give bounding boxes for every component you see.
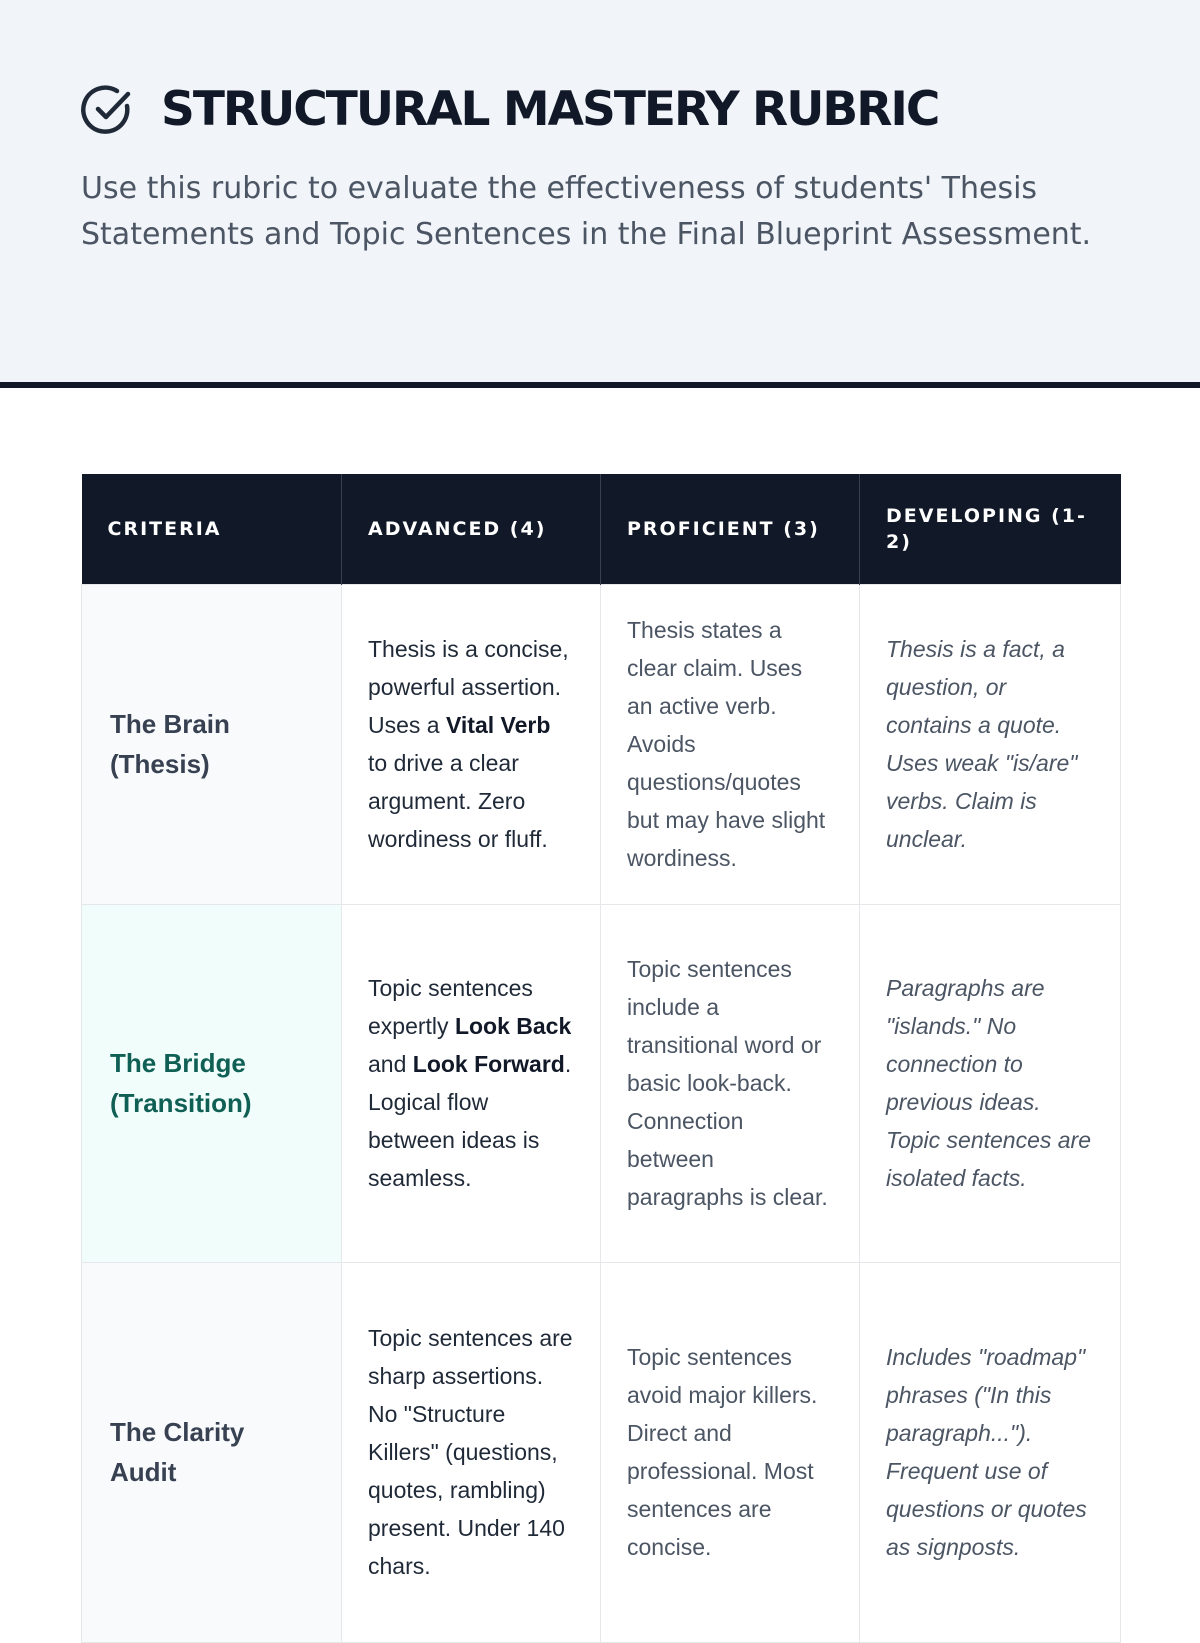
advanced-text: . Logical flow between ideas is seamless. xyxy=(368,1051,572,1191)
page-title: STRUCTURAL MASTERY RUBRIC xyxy=(161,82,939,137)
check-circle-icon xyxy=(81,84,133,136)
table-row xyxy=(82,1262,1121,1642)
developing-cell: Includes "roadmap" phrases ("In this paragraph..."). Frequent use of questions or quotes as signposts. xyxy=(860,1262,1121,1642)
column-header-proficient: PROFICIENT (3) xyxy=(601,474,860,584)
criteria-cell: The Clarity Audit xyxy=(82,1262,342,1642)
advanced-text: Thesis is a concise, powerful assertion. Uses a xyxy=(368,636,569,738)
proficient-cell: Topic sentences include a transitional word or basic look-back. Connection between paragraphs is clear. xyxy=(601,904,860,1262)
advanced-emphasis: Look Forward xyxy=(412,1051,565,1077)
criteria-cell: The Brain (Thesis) xyxy=(82,584,342,904)
advanced-cell: Topic sentences are sharp assertions. No "Structure Killers" (questions, quotes, rambling) present. Under 140 chars. xyxy=(342,1262,601,1642)
advanced-emphasis: Vital Verb xyxy=(445,712,551,738)
advanced-text: to drive a clear argument. Zero wordiness or fluff. xyxy=(368,750,548,852)
advanced-cell xyxy=(342,904,601,1262)
rubric-table xyxy=(81,474,1121,1643)
table-row xyxy=(82,584,1121,904)
rubric-header xyxy=(0,0,1200,388)
proficient-cell: Topic sentences avoid major killers. Direct and professional. Most sentences are concise. xyxy=(601,1262,860,1642)
advanced-emphasis: Look Back xyxy=(454,1013,572,1039)
criteria-cell: The Bridge (Transition) xyxy=(82,904,342,1262)
advanced-cell xyxy=(342,584,601,904)
proficient-cell: Thesis states a clear claim. Uses an active verb. Avoids questions/quotes but may have slight wordiness. xyxy=(601,584,860,904)
column-header-advanced: ADVANCED (4) xyxy=(342,474,601,584)
advanced-text: and xyxy=(368,1051,413,1077)
column-header-developing: DEVELOPING (1-2) xyxy=(860,474,1121,584)
rubric-table-container xyxy=(81,474,1120,1643)
advanced-text: Topic sentences expertly xyxy=(368,975,533,1039)
developing-cell: Paragraphs are "islands." No connection to previous ideas. Topic sentences are isolated facts. xyxy=(860,904,1121,1262)
table-row xyxy=(82,904,1121,1262)
page-subtitle: Use this rubric to evaluate the effectiveness of students' Thesis Statements and Topic Sentences in the Final Blueprint Assessment. xyxy=(81,171,1092,252)
table-header-row xyxy=(82,474,1121,584)
column-header-criteria: CRITERIA xyxy=(82,474,342,584)
developing-cell: Thesis is a fact, a question, or contains a quote. Uses weak "is/are" verbs. Claim is unclear. xyxy=(860,584,1121,904)
title-row xyxy=(81,80,938,140)
